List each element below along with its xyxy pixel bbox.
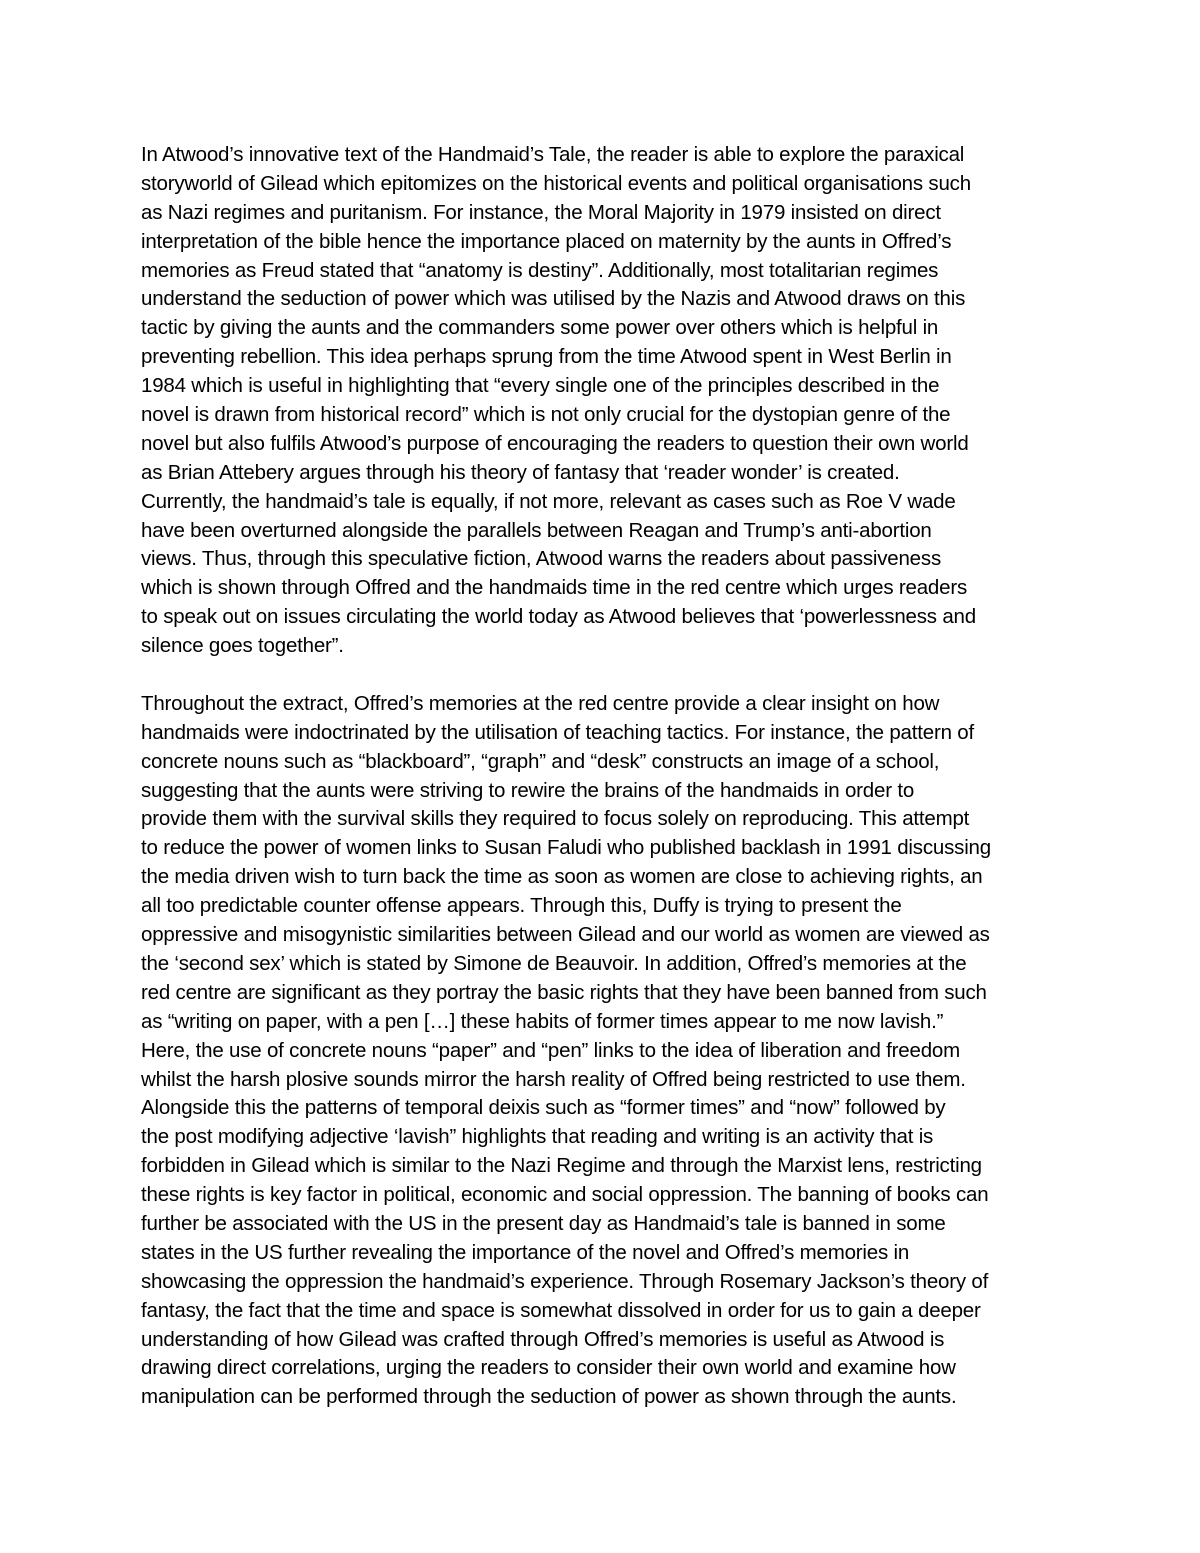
text-line: whilst the harsh plosive sounds mirror the harsh reality of Offred being restricted to use them. bbox=[141, 1067, 966, 1091]
text-line: tactic by giving the aunts and the commanders some power over others which is helpful in bbox=[141, 316, 939, 340]
text-line: further be associated with the US in the present day as Handmaid’s tale is banned in some bbox=[141, 1211, 946, 1235]
text-line: as Nazi regimes and puritanism. For instance, the Moral Majority in 1979 insisted on direct bbox=[141, 200, 941, 224]
text-line: understanding of how Gilead was crafted through Offred’s memories is useful as Atwood is bbox=[141, 1327, 945, 1351]
text-line: interpretation of the bible hence the importance placed on maternity by the aunts in Offred’s bbox=[141, 229, 952, 253]
text-line: suggesting that the aunts were striving to rewire the brains of the handmaids in order to bbox=[141, 778, 915, 802]
text-line: handmaids were indoctrinated by the utilisation of teaching tactics. For instance, the pattern of bbox=[141, 720, 974, 744]
text-line: drawing direct correlations, urging the readers to consider their own world and examine how bbox=[141, 1356, 956, 1380]
text-line: views. Thus, through this speculative fiction, Atwood warns the readers about passiveness bbox=[141, 547, 941, 571]
text-line: all too predictable counter offense appears. Through this, Duffy is trying to present the bbox=[141, 894, 902, 918]
text-line: to reduce the power of women links to Susan Faludi who published backlash in 1991 discussing bbox=[141, 836, 991, 860]
text-line: manipulation can be performed through the seduction of power as shown through the aunts. bbox=[141, 1385, 957, 1409]
paragraph bbox=[141, 141, 1066, 661]
text-line: preventing rebellion. This idea perhaps sprung from the time Atwood spent in West Berlin in bbox=[141, 345, 952, 369]
text-line: Here, the use of concrete nouns “paper” and “pen” links to the idea of liberation and freedom bbox=[141, 1038, 960, 1062]
text-line: Alongside this the patterns of temporal deixis such as “former times” and “now” followed by bbox=[141, 1096, 946, 1120]
text-line: states in the US further revealing the importance of the novel and Offred’s memories in bbox=[141, 1240, 910, 1264]
paragraph-gap bbox=[141, 661, 1066, 690]
text-line: the ‘second sex’ which is stated by Simone de Beauvoir. In addition, Offred’s memories at the bbox=[141, 951, 967, 975]
text-line: red centre are significant as they portray the basic rights that they have been banned from such bbox=[141, 980, 987, 1004]
text-line: novel but also fulfils Atwood’s purpose of encouraging the readers to question their own world bbox=[141, 431, 969, 455]
document-body bbox=[141, 141, 1066, 1412]
paragraph bbox=[141, 690, 1066, 1412]
text-line: Currently, the handmaid’s tale is equally, if not more, relevant as cases such as Roe V wade bbox=[141, 489, 956, 513]
text-line: concrete nouns such as “blackboard”, “graph” and “desk” constructs an image of a school, bbox=[141, 749, 940, 773]
text-line: fantasy, the fact that the time and space is somewhat dissolved in order for us to gain a deeper bbox=[141, 1298, 981, 1322]
text-line: understand the seduction of power which was utilised by the Nazis and Atwood draws on this bbox=[141, 287, 966, 311]
text-line: Throughout the extract, Offred’s memories at the red centre provide a clear insight on how bbox=[141, 691, 940, 715]
text-line: forbidden in Gilead which is similar to the Nazi Regime and through the Marxist lens, restricting bbox=[141, 1154, 982, 1178]
text-line: silence goes together”. bbox=[141, 634, 344, 658]
text-line: 1984 which is useful in highlighting that “every single one of the principles described in the bbox=[141, 374, 940, 398]
text-line: as Brian Attebery argues through his theory of fantasy that ‘reader wonder’ is created. bbox=[141, 460, 900, 484]
text-line: storyworld of Gilead which epitomizes on the historical events and political organisations such bbox=[141, 171, 971, 195]
text-line: these rights is key factor in political, economic and social oppression. The banning of books can bbox=[141, 1183, 989, 1207]
text-line: showcasing the oppression the handmaid’s experience. Through Rosemary Jackson’s theory of bbox=[141, 1269, 989, 1293]
text-line: the post modifying adjective ‘lavish” highlights that reading and writing is an activity that is bbox=[141, 1125, 934, 1149]
text-line: oppressive and misogynistic similarities between Gilead and our world as women are viewed as bbox=[141, 923, 990, 947]
text-line: memories as Freud stated that “anatomy is destiny”. Additionally, most totalitarian regimes bbox=[141, 258, 939, 282]
text-line: to speak out on issues circulating the world today as Atwood believes that ‘powerlessness and bbox=[141, 605, 976, 629]
text-line: novel is drawn from historical record” which is not only crucial for the dystopian genre of the bbox=[141, 403, 951, 427]
text-line: which is shown through Offred and the handmaids time in the red centre which urges readers bbox=[141, 576, 968, 600]
text-line: the media driven wish to turn back the time as soon as women are close to achieving rights, an bbox=[141, 865, 983, 889]
text-line: provide them with the survival skills they required to focus solely on reproducing. This attempt bbox=[141, 807, 970, 831]
text-line: In Atwood’s innovative text of the Handmaid’s Tale, the reader is able to explore the paraxical bbox=[141, 143, 965, 166]
text-line: have been overturned alongside the parallels between Reagan and Trump’s anti-abortion bbox=[141, 518, 932, 542]
text-line: as “writing on paper, with a pen […] these habits of former times appear to me now lavish.” bbox=[141, 1009, 944, 1033]
